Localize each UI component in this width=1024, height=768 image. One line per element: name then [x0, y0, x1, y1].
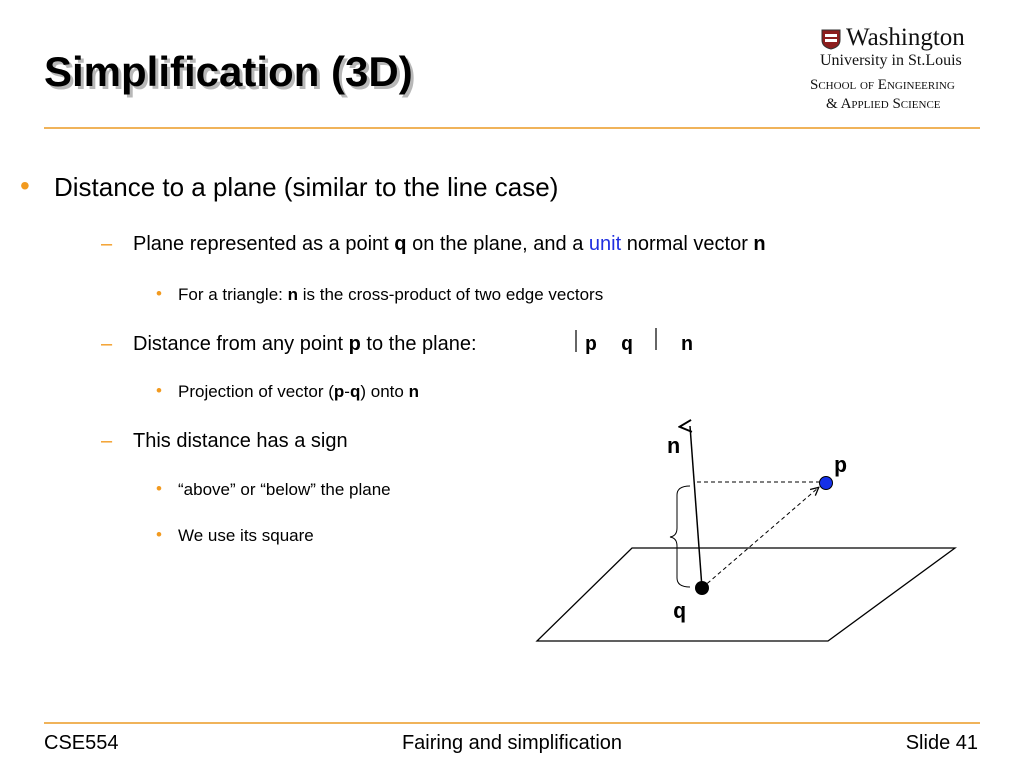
distance-brace-icon — [670, 486, 690, 587]
point-p-dot — [820, 477, 833, 490]
symbol-q: q — [349, 382, 361, 401]
bullet-projection — [156, 381, 419, 402]
bullet-use-square — [156, 525, 314, 546]
word-unit: unit — [588, 233, 622, 255]
logo-line-applied-science: & Applied Science — [826, 96, 941, 112]
bullet-text: - — [344, 382, 350, 401]
bullet-text: This distance has a sign — [133, 430, 348, 452]
plane-distance-diagram — [520, 410, 970, 650]
distance-formula — [573, 330, 723, 358]
bullet-dot-icon: • — [156, 525, 162, 544]
bullet-triangle-normal — [156, 284, 604, 305]
bullet-text: Plane represented as a point — [133, 233, 395, 255]
label-q: q — [673, 600, 687, 625]
bullet-text: normal vector — [621, 233, 754, 255]
logo-line-university: University in St.Louis — [820, 52, 962, 69]
point-q-dot — [695, 581, 709, 595]
bullet-distance-sign — [101, 430, 348, 453]
footer-slide-number: Slide 41 — [905, 732, 978, 754]
bullet-dot-icon: • — [156, 381, 162, 400]
dash-icon: – — [101, 430, 113, 452]
label-p: p — [834, 454, 848, 479]
slide-title: Simplification (3D) — [44, 48, 413, 95]
logo-line-washington: Washington — [846, 24, 965, 51]
bullet-dot-icon: • — [156, 284, 162, 303]
bullet-text: We use its square — [178, 526, 314, 545]
bullet-text: Projection of vector ( — [178, 382, 334, 401]
paren-open-icon — [575, 330, 577, 352]
bullet-text: ) onto — [360, 382, 409, 401]
bullet-distance-to-plane — [20, 170, 559, 203]
bullet-plane-represented — [101, 233, 766, 256]
symbol-n: n — [408, 382, 419, 401]
bullet-text: Distance to a plane (similar to the line case) — [54, 172, 559, 202]
dash-icon: – — [101, 333, 113, 355]
footer-topic: Fairing and simplification — [401, 732, 623, 754]
bullet-above-below — [156, 479, 391, 500]
vector-p-minus-q-arrow — [702, 488, 818, 588]
bullet-text: is the cross-product of two edge vectors — [298, 285, 604, 304]
bullet-text: “above” or “below” the plane — [178, 480, 391, 499]
footer-rule — [44, 722, 980, 724]
normal-vector-arrow — [690, 426, 702, 588]
bullet-dot-icon: • — [156, 479, 162, 498]
logo-line-school: School of Engineering — [810, 77, 955, 93]
symbol-n: n — [753, 233, 766, 255]
bullet-text: For a triangle: — [178, 285, 288, 304]
symbol-q: q — [394, 233, 407, 255]
plane-shape — [537, 548, 955, 641]
bullet-text: on the plane, and a — [406, 233, 589, 255]
bullet-distance-formula — [101, 333, 477, 356]
dash-icon: – — [101, 233, 113, 255]
bullet-text: to the plane: — [360, 333, 477, 355]
symbol-p: p — [348, 333, 361, 355]
footer-course: CSE554 — [44, 732, 119, 754]
shield-icon — [820, 28, 842, 50]
symbol-p: p — [333, 382, 345, 401]
bullet-dot-icon: • — [20, 170, 30, 201]
bullet-text: Distance from any point — [133, 333, 349, 355]
label-n: n — [667, 435, 681, 460]
university-logo — [810, 22, 986, 116]
formula-text: p q n — [585, 334, 694, 357]
header-rule — [44, 127, 980, 129]
symbol-n: n — [287, 285, 298, 304]
